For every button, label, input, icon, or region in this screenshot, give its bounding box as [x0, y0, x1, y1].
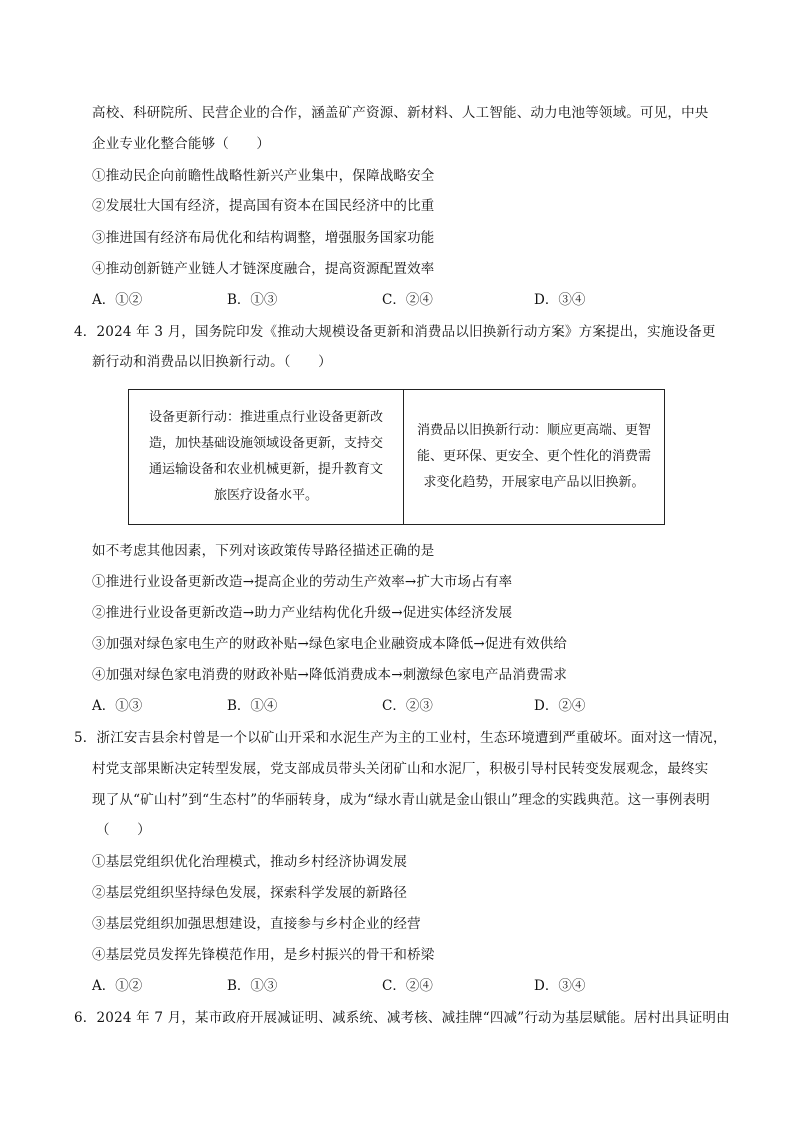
q5-item-3: ③基层党组织加强思想建设，直接参与乡村企业的经营 — [92, 916, 421, 932]
q5-item-2: ②基层党组织坚持绿色发展，探索科学发展的新路径 — [92, 885, 408, 901]
q4-stem-line-2: 新行动和消费品以旧换新行动。（ ） — [92, 354, 332, 370]
trade-in-line-1: 消费品以旧换新行动：顺应更高端、更智 — [416, 423, 651, 438]
trade-in-cell — [404, 390, 665, 525]
q5-option-d[interactable]: D．③④ — [534, 978, 586, 994]
q4-item-1: ①推进行业设备更新改造→提高企业的劳动生产效率→扩大市场占有率 — [92, 574, 513, 590]
q4-option-a[interactable]: A．①③ — [92, 698, 143, 714]
table-row — [129, 390, 665, 525]
q4-number: 4． — [74, 324, 97, 340]
q4-item-3: ③加强对绿色家电生产的财政补贴→绿色家电企业融资成本降低→促进有效供给 — [92, 636, 568, 652]
q5-stem-line-2: 村党支部果断决定转型发展，党支部成员带头关闭矿山和水泥厂，积极引导村民转变发展观念，最终实 — [92, 761, 709, 777]
q3-stem-line-1: 高校、科研院所、民营企业的合作，涵盖矿产资源、新材料、人工智能、动力电池等领域。可见，中央 — [92, 105, 709, 121]
q5-item-1: ①基层党组织优化治理模式，推动乡村经济协调发展 — [92, 854, 408, 870]
q4-option-d[interactable]: D．②④ — [534, 698, 586, 714]
q3-option-c[interactable]: C．②④ — [382, 292, 433, 308]
equipment-line-4: 旅医疗设备水平。 — [213, 488, 318, 503]
q5-option-c[interactable]: C．②④ — [382, 978, 433, 994]
trade-in-line-2: 能、更环保、更安全、更个性化的消费需 — [416, 449, 651, 464]
q5-item-4: ④基层党员发挥先锋模范作用，是乡村振兴的骨干和桥梁 — [92, 947, 435, 963]
q4-item-2: ②推进行业设备更新改造→助力产业结构优化升级→促进实体经济发展 — [92, 605, 513, 621]
q4-stem-line-1 — [74, 322, 716, 342]
equipment-line-3: 通运输设备和农业机械更新，提升教育文 — [148, 462, 383, 477]
q3-item-4: ④推动创新链产业链人才链深度融合，提高资源配置效率 — [92, 261, 435, 277]
equipment-line-2: 造，加快基础设施领域设备更新，支持交 — [148, 436, 383, 451]
q3-item-2: ②发展壮大国有经济，提高国有资本在国民经济中的比重 — [92, 198, 435, 214]
q4-option-b[interactable]: B．①④ — [227, 698, 278, 714]
q4-options — [92, 696, 692, 716]
q3-option-a[interactable]: A．①② — [92, 292, 143, 308]
q5-option-a[interactable]: A．①② — [92, 978, 143, 994]
q5-stem-line-1 — [74, 728, 727, 748]
q3-options — [92, 290, 692, 310]
q5-options — [92, 976, 692, 996]
q4-item-4: ④加强对绿色家电消费的财政补贴→降低消费成本→刺激绿色家电产品消费需求 — [92, 667, 568, 683]
equipment-line-1: 设备更新行动：推进重点行业设备更新改 — [148, 410, 383, 425]
q3-item-3: ③推进国有经济布局优化和结构调整，增强服务国家功能 — [92, 230, 435, 246]
q3-stem-line-2: 企业专业化整合能够（ ） — [92, 136, 271, 152]
policy-table — [128, 389, 665, 525]
q5-stem-text: 浙江安吉县余村曾是一个以矿山开采和水泥生产为主的工业村，生态环境遭到严重破坏。面对这一情况， — [96, 730, 727, 746]
q5-stem-line-4: （ ） — [96, 822, 151, 838]
q6-stem-line-1 — [74, 1008, 730, 1028]
q5-number: 5． — [74, 730, 97, 746]
equipment-update-cell — [129, 390, 404, 525]
q4-prompt: 如不考虑其他因素，下列对该政策传导路径描述正确的是 — [92, 543, 435, 559]
trade-in-line-3: 求变化趋势，开展家电产品以旧换新。 — [423, 475, 645, 490]
q4-stem-text: 2024 年 3 月，国务院印发《推动大规模设备更新和消费品以旧换新行动方案》方案提出，实施设备更 — [96, 324, 716, 340]
q4-option-c[interactable]: C．②③ — [382, 698, 433, 714]
q3-option-d[interactable]: D．③④ — [534, 292, 586, 308]
q3-item-1: ①推动民企向前瞻性战略性新兴产业集中，保障战略安全 — [92, 168, 435, 184]
q5-option-b[interactable]: B．①③ — [227, 978, 278, 994]
q3-option-b[interactable]: B．①③ — [227, 292, 278, 308]
q6-stem-text: 2024 年 7 月，某市政府开展减证明、减系统、减考核、减挂牌“四减”行动为基层赋能。居村出具证明由 — [96, 1010, 730, 1026]
q6-number: 6． — [74, 1010, 97, 1026]
q5-stem-line-3: 现了从“矿山村”到“生态村”的华丽转身，成为“绿水青山就是金山银山”理念的实践典范。这一事例表明 — [92, 792, 711, 808]
